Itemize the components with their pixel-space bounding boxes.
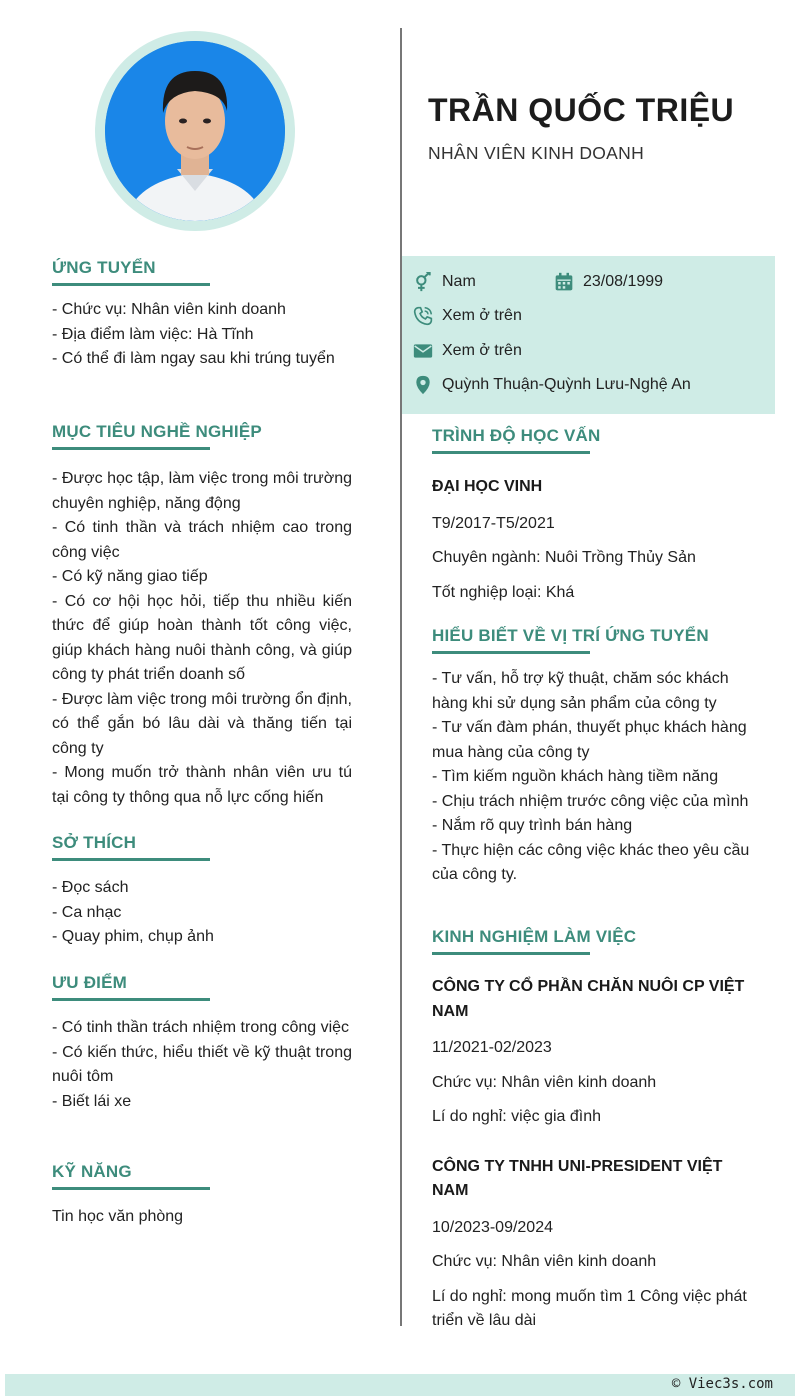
list-item: Tin học văn phòng <box>52 1208 184 1225</box>
section-title-hobbies: SỞ THÍCH <box>52 833 210 861</box>
email-value: Xem ở trên <box>442 342 522 359</box>
footer-bar <box>5 1374 795 1396</box>
job-position: Chức vụ: Nhân viên kinh doanh <box>432 1073 657 1091</box>
list-item: - Tìm kiếm nguồn khách hàng tiềm năng <box>432 768 719 785</box>
contact-panel <box>402 256 775 414</box>
apply-list <box>52 298 352 372</box>
candidate-name: TRẦN QUỐC TRIỆU <box>428 92 735 128</box>
list-item: - Được học tập, làm việc trong môi trường chuyên nghiệp, năng động <box>52 470 352 512</box>
contact-birthdate <box>554 272 663 292</box>
section-title-experience: KINH NGHIỆM LÀM VIỆC <box>432 927 590 955</box>
list-item: - Có kiến thức, hiểu thiết về kỹ thuật trong nuôi tôm <box>52 1043 352 1085</box>
footer-credit: © Viec3s.com <box>671 1376 773 1392</box>
section-hobbies <box>52 833 352 950</box>
list-item: - Thực hiện các công việc khác theo yêu cầu của công ty. <box>432 841 750 883</box>
section-strengths <box>52 973 352 1114</box>
skills-list <box>52 1205 352 1230</box>
objective-list <box>52 467 352 810</box>
list-item: - Biết lái xe <box>52 1092 132 1110</box>
list-item: - Có tinh thần và trách nhiệm cao trong công việc <box>52 519 352 561</box>
gender-value: Nam <box>442 273 476 290</box>
section-title-apply: ỨNG TUYỂN <box>52 258 210 286</box>
list-item: - Quay phim, chụp ảnh <box>52 928 214 945</box>
email-icon <box>413 341 433 361</box>
profile-photo <box>105 41 285 221</box>
list-item: - Tư vấn đàm phán, thuyết phục khách hàng mua hàng của công ty <box>432 719 747 761</box>
list-item: - Có thể đi làm ngay sau khi trúng tuyển <box>52 350 335 367</box>
job-reason: Lí do nghỉ: mong muốn tìm 1 Công việc phát triển về lâu dài <box>432 1287 747 1329</box>
education-grade: Tốt nghiệp loại: Khá <box>432 583 575 601</box>
job-company: CÔNG TY CỔ PHẦN CHĂN NUÔI CP VIỆT NAM <box>432 978 745 1020</box>
education-major: Chuyên ngành: Nuôi Trồng Thủy Sản <box>432 549 696 566</box>
candidate-role: NHÂN VIÊN KINH DOANH <box>428 143 645 163</box>
section-title-understanding: HIỂU BIẾT VỀ VỊ TRÍ ỨNG TUYỂN <box>432 626 590 654</box>
contact-phone <box>413 306 522 326</box>
education-period: T9/2017-T5/2021 <box>432 514 555 532</box>
list-item: - Có kỹ năng giao tiếp <box>52 568 208 585</box>
section-title-education: TRÌNH ĐỘ HỌC VẤN <box>432 426 590 454</box>
list-item: - Có tinh thần trách nhiệm trong công việc <box>52 1019 350 1036</box>
list-item: - Có cơ hội học hỏi, tiếp thu nhiều kiến thức để giúp hoàn thành tốt công việc, giúp khách hàng nuôi thành công, và giúp công ty phát triển doanh số <box>52 592 352 683</box>
birthdate-value: 23/08/1999 <box>583 273 664 290</box>
list-item: - Đọc sách <box>52 879 129 896</box>
contact-address <box>413 375 691 395</box>
location-icon <box>413 375 433 395</box>
calendar-icon <box>554 272 574 292</box>
job-period: 11/2021-02/2023 <box>432 1039 552 1056</box>
section-title-skills: KỸ NĂNG <box>52 1162 210 1190</box>
section-objective <box>52 422 352 810</box>
understanding-list <box>432 667 750 888</box>
list-item: - Ca nhạc <box>52 903 122 921</box>
gender-icon <box>413 272 433 292</box>
section-apply <box>52 258 352 372</box>
section-experience <box>432 927 752 1334</box>
phone-icon <box>413 306 433 326</box>
job-reason: Lí do nghỉ: việc gia đình <box>432 1108 602 1125</box>
column-divider <box>400 28 402 1326</box>
list-item: - Chịu trách nhiệm trước công việc của mình <box>432 792 749 810</box>
address-value: Quỳnh Thuận-Quỳnh Lưu-Nghệ An <box>442 376 691 393</box>
list-item: - Địa điểm làm việc: Hà Tĩnh <box>52 325 254 343</box>
job-period: 10/2023-09/2024 <box>432 1218 553 1236</box>
section-education <box>432 426 752 605</box>
hobbies-list <box>52 876 352 950</box>
school-name: ĐẠI HỌC VINH <box>432 478 543 495</box>
list-item: - Nắm rõ quy trình bán hàng <box>432 817 633 834</box>
avatar <box>95 31 295 231</box>
contact-gender <box>413 272 476 292</box>
phone-value: Xem ở trên <box>442 307 522 324</box>
section-skills <box>52 1162 352 1230</box>
list-item: - Mong muốn trở thành nhân viên ưu tú tại công ty thông qua nỗ lực cống hiến <box>52 764 352 806</box>
list-item: - Tư vấn, hỗ trợ kỹ thuật, chăm sóc khách hàng khi sử dụng sản phẩm của công ty <box>432 670 729 712</box>
job-entry <box>432 1155 752 1334</box>
contact-email <box>413 341 522 361</box>
list-item: - Chức vụ: Nhân viên kinh doanh <box>52 301 286 318</box>
strengths-list <box>52 1016 352 1114</box>
job-entry <box>432 975 752 1130</box>
section-understanding <box>432 626 752 888</box>
section-title-objective: MỤC TIÊU NGHỀ NGHIỆP <box>52 422 210 450</box>
job-company: CÔNG TY TNHH UNI-PRESIDENT VIỆT NAM <box>432 1157 723 1199</box>
job-position: Chức vụ: Nhân viên kinh doanh <box>432 1253 657 1270</box>
list-item: - Được làm việc trong môi trường ổn định, có thể gắn bó lâu dài và thăng tiến tại công ty <box>52 690 352 757</box>
section-title-strengths: ƯU ĐIỂM <box>52 973 210 1001</box>
